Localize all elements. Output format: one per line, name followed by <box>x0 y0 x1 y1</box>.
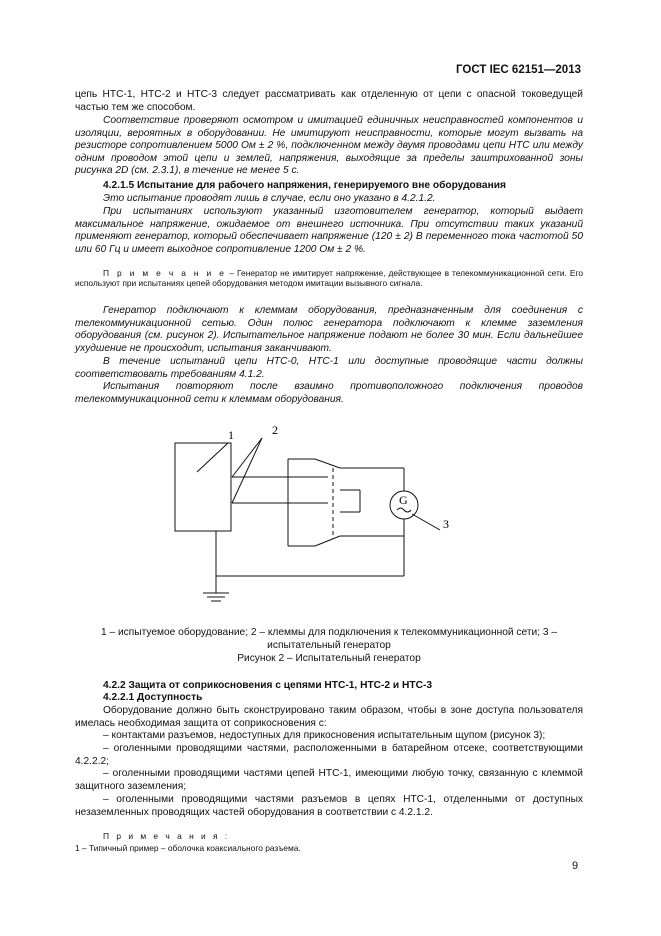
list-item-htc1-connectors: – оголенными проводящими частями разъемов в цепях НТС-1, отделенными от доступных незаземленных проводящих частей оборудования в соответствии с 4.2.1.2. <box>75 794 583 818</box>
heading-4-2-1-5: 4.2.1.5 Испытание для рабочего напряжения, генерируемого вне оборудования <box>103 180 506 191</box>
leader-line-1 <box>197 443 228 472</box>
label-2: 2 <box>272 423 278 437</box>
generator-letter: G <box>399 493 408 507</box>
paragraph-accessibility: Оборудование должно быть сконструировано таким образом, чтобы в зоне доступа пользователя имелась необходимая защита от соприкосновения с: <box>75 705 583 729</box>
paragraph-test-condition: Это испытание проводят лишь в случае, если оно указано в 4.2.1.2. <box>103 193 436 204</box>
paragraph-generator-connection: Генератор подключают к клеммам оборудования, предназначенным для соединения с телекоммуникационной сетью. Один полюс генератора подключают к клемме заземления оборудования (см. рисунок 2). Испытательное напряжение подают не более 30 мин. Если дальнейшее ухудшение не происходит, испытания заканчивают. <box>75 305 583 354</box>
heading-4-2-2: 4.2.2 Защита от соприкосновения с цепями НТС-1, НТС-2 и НТС-3 <box>103 680 432 691</box>
paragraph-repeat-test: Испытания повторяют после взаимно противоположного подключения проводов телекоммуникационной сети к клеммам оборудования. <box>75 381 583 405</box>
note-item-1: 1 – Типичный пример – оболочка коаксиального разъема. <box>75 843 301 853</box>
paragraph-test-requirements: В течение испытаний цепи НТС-0, НТС-1 или доступные проводящие части должны соответствовать требованиям 4.1.2. <box>75 356 583 380</box>
ac-wave-icon <box>397 508 411 512</box>
paragraph-compliance-check: Соответствие проверяют осмотром и имитацией единичных неисправностей компонентов и изоляции, вероятных в оборудовании. Не имитируют неисправности, которые могут вызвать на резисторе сопротивлением 5000 Ом ± 2 %, подключенном между двумя проводами цепи НТС или между одним проводом этой цепи и землей, напряжения, выходящие за пределы заштрихованной зоны рисунка 2D (см. 2.3.1), в течение не менее 5 с. <box>75 115 583 177</box>
figure-legend: 1 – испытуемое оборудование; 2 – клеммы для подключения к телекоммуникационной сети; 3 – испытательный генератор <box>100 627 558 651</box>
list-item-connector-contacts: – контактами разъемов, недоступных для прикосновения испытательным щупом (рисунок 3); <box>103 730 546 741</box>
notes-label: П р и м е ч а н и я : <box>103 831 230 841</box>
note-text: – Генератор не имитирует напряжение, действующее в телекоммуникационной сети. Его используют при испытаниях цепей оборудования методом имитации вызывного сигнала. <box>75 268 583 289</box>
label-3: 3 <box>443 517 449 531</box>
document-header: ГОСТ IEC 62151—2013 <box>456 64 581 76</box>
equipment-under-test-box <box>175 443 231 531</box>
switch-blade-top <box>315 459 340 468</box>
note-label: П р и м е ч а н и е <box>103 268 227 278</box>
page-number: 9 <box>572 860 579 872</box>
leader-line-3 <box>412 514 440 530</box>
paragraph-htc-separation: цепь НТС-1, НТС-2 и НТС-3 следует рассматривать как отделенную от цепи с опасной токоведущей частью тем же способом. <box>75 89 583 113</box>
paragraph-generator-spec: При испытаниях используют указанный изготовителем генератор, который выдает максимальное напряжение, ожидаемое от внешнего источника. При отсутствии таких указаний применяют генератор, который обеспечивает напряжение (120 ± 2) В переменного тока частотой 50 или 60 Гц и имеет выходное сопротивление 1200 Ом ± 2 %. <box>75 206 583 255</box>
switch-blade-bottom <box>315 536 340 546</box>
list-item-battery-compartment: – оголенными проводящими частями, расположенными в батарейном отсеке, соответствующими 4.2.2.2; <box>75 743 583 767</box>
label-1: 1 <box>228 428 234 442</box>
figure-caption: Рисунок 2 – Испытательный генератор <box>237 653 421 664</box>
heading-4-2-2-1: 4.2.2.1 Доступность <box>103 692 203 703</box>
list-item-protective-earth: – оголенными проводящими частями цепей НТС-1, имеющими любую точку, связанную с клеммой защитного заземления; <box>75 768 583 792</box>
